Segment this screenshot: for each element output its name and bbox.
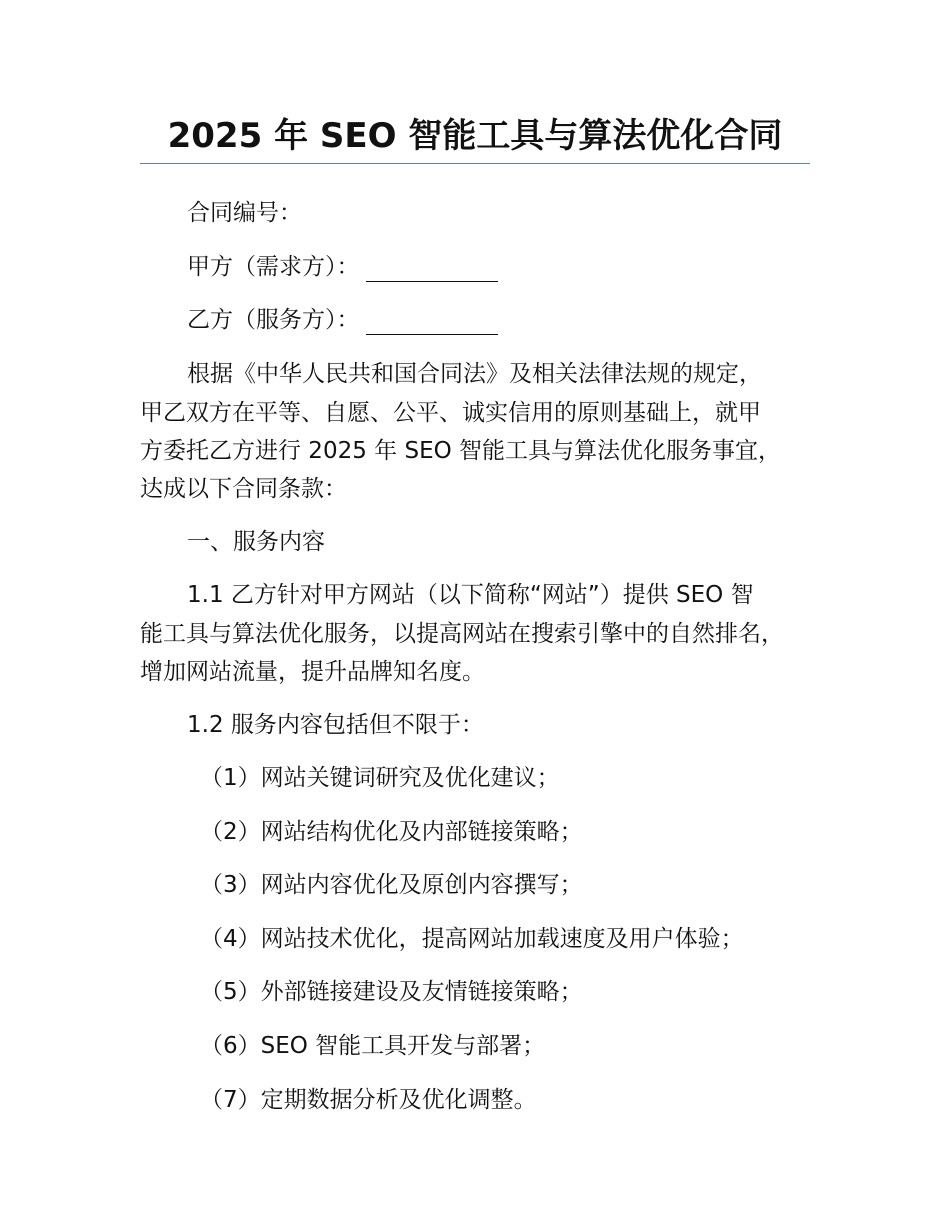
document-title: 2025 年 SEO 智能工具与算法优化合同 bbox=[167, 116, 783, 156]
clause-1-1-line: 增加网站流量，提升品牌知名度。 bbox=[140, 659, 485, 685]
party-a-blank bbox=[366, 257, 498, 282]
party-a-label: 甲方（需求方）： bbox=[187, 254, 360, 280]
list-item: （3）网站内容优化及原创内容撰写； bbox=[200, 872, 583, 898]
intro-line: 达成以下合同条款： bbox=[140, 476, 347, 502]
contract-number-label: 合同编号： bbox=[187, 200, 302, 226]
list-item: （6）SEO 智能工具开发与部署； bbox=[200, 1033, 546, 1059]
party-a-field bbox=[187, 252, 498, 282]
intro-line: 方委托乙方进行 2025 年 SEO 智能工具与算法优化服务事宜， bbox=[140, 438, 782, 464]
list-item: （1）网站关键词研究及优化建议； bbox=[200, 765, 560, 791]
clause-1-1-line: 1.1 乙方针对甲方网站（以下简称“网站”）提供 SEO 智 bbox=[187, 582, 754, 608]
intro-line: 甲乙双方在平等、自愿、公平、诚实信用的原则基础上，就甲 bbox=[140, 400, 761, 426]
list-item: （4）网站技术优化，提高网站加载速度及用户体验； bbox=[200, 926, 744, 952]
contract-number-field bbox=[187, 198, 302, 228]
intro-line: 根据《中华人民共和国合同法》及相关法律法规的规定， bbox=[187, 361, 762, 387]
list-item: （7）定期数据分析及优化调整。 bbox=[200, 1087, 537, 1113]
party-b-field bbox=[187, 305, 498, 335]
clause-1-2: 1.2 服务内容包括但不限于： bbox=[187, 712, 484, 738]
list-item: （2）网站结构优化及内部链接策略； bbox=[200, 819, 583, 845]
party-b-label: 乙方（服务方）： bbox=[187, 307, 360, 333]
party-b-blank bbox=[366, 310, 498, 335]
clause-1-1-line: 能工具与算法优化服务，以提高网站在搜索引擎中的自然排名， bbox=[140, 621, 784, 647]
list-item: （5）外部链接建设及友情链接策略； bbox=[200, 979, 583, 1005]
section-heading: 一、服务内容 bbox=[187, 529, 325, 555]
title-underline bbox=[140, 163, 810, 164]
